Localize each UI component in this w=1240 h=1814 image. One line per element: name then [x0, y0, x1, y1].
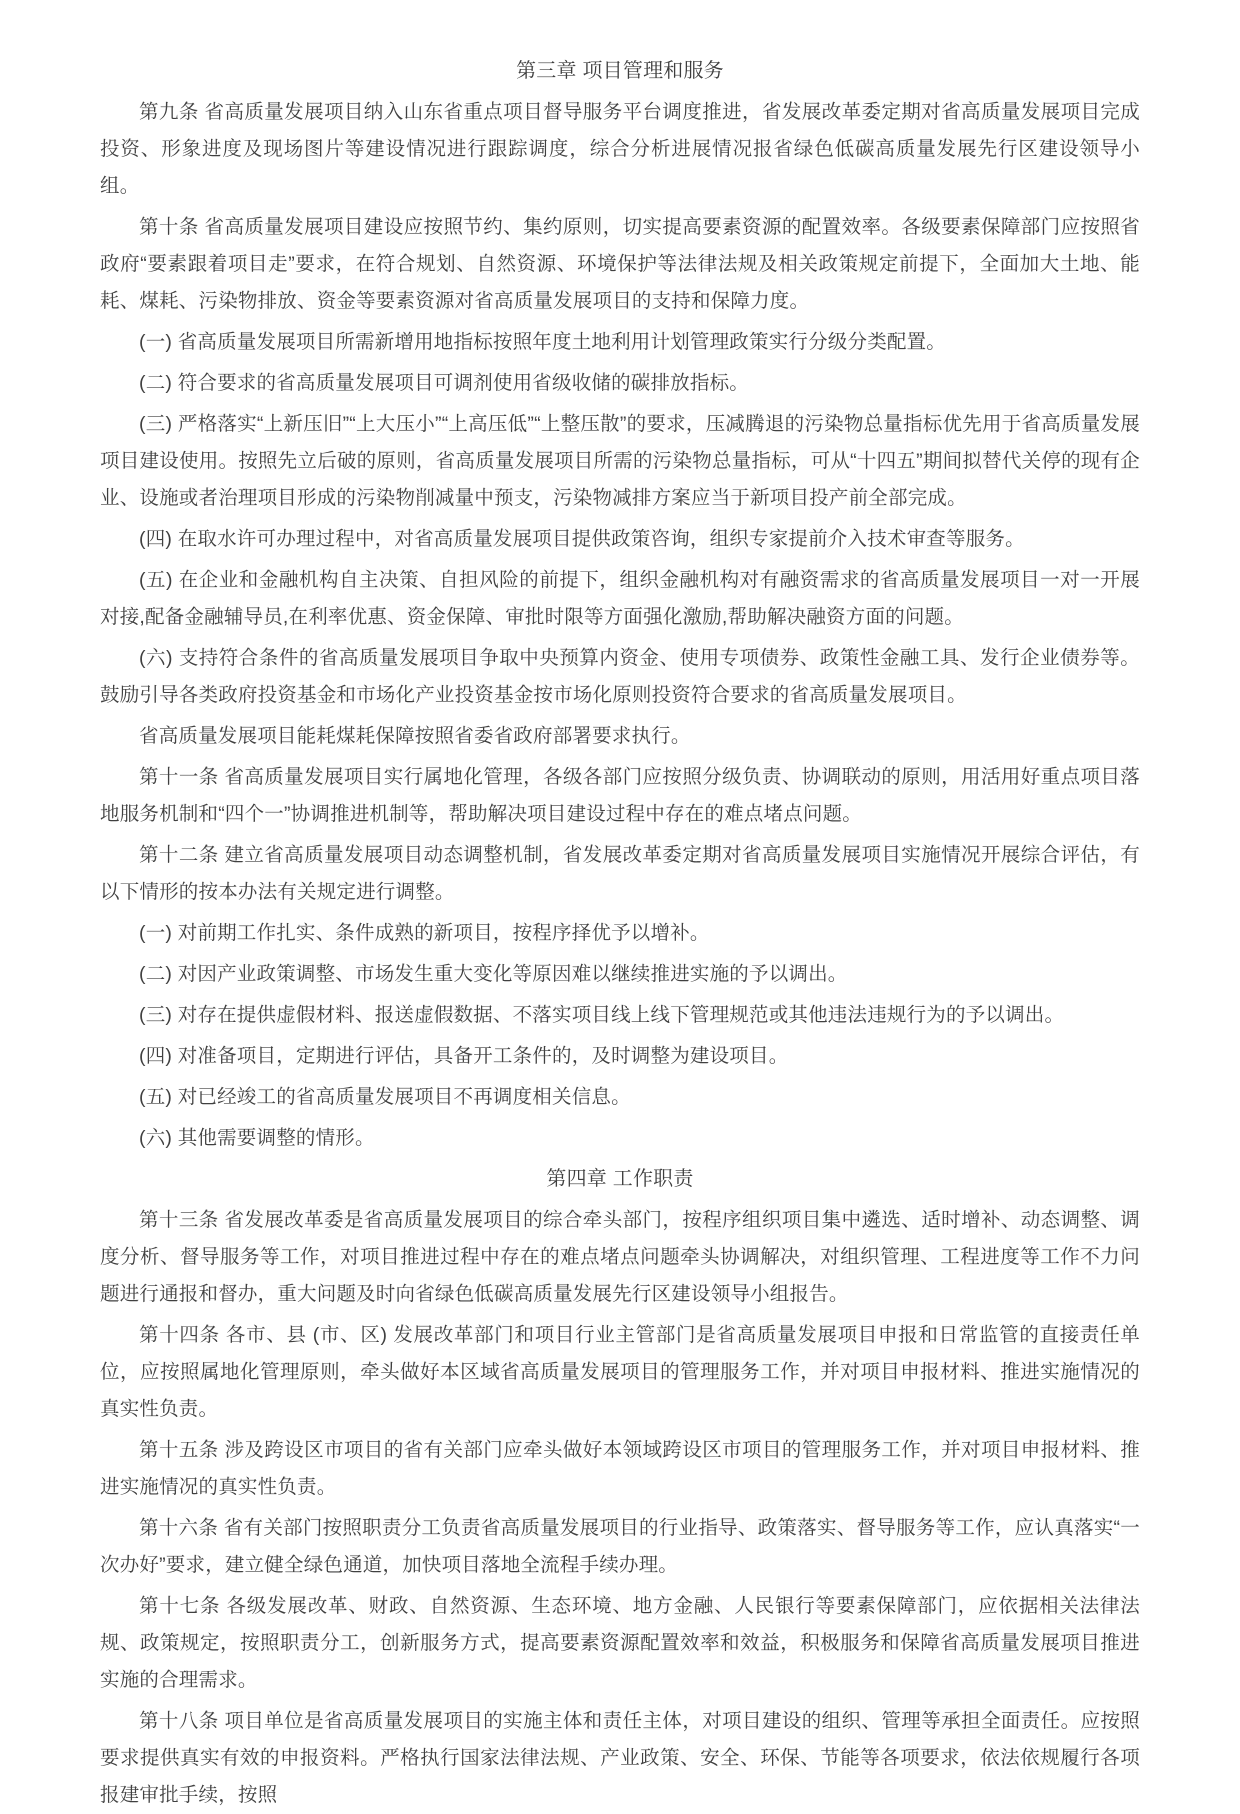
- chapter-heading: 第四章 工作职责: [546, 1168, 694, 1190]
- doc-paragraph: (一) 省高质量发展项目所需新增用地指标按照年度土地利用计划管理政策实行分级分类配置。: [139, 331, 947, 353]
- doc-paragraph: (五) 对已经竣工的省高质量发展项目不再调度相关信息。: [139, 1086, 631, 1108]
- doc-paragraph: (五) 在企业和金融机构自主决策、自担风险的前提下，组织金融机构对有融资需求的省高质量发展项目一对一开展对接,配备金融辅导员,在利率优惠、资金保障、审批时限等方面强化激励,帮助解决融资方面的问题。: [100, 569, 1140, 628]
- doc-paragraph: 第十条 省高质量发展项目建设应按照节约、集约原则，切实提高要素资源的配置效率。各级要素保障部门应按照省政府“要素跟着项目走”要求，在符合规划、自然资源、环境保护等法律法规及相关政策规定前提下，全面加大土地、能耗、煤耗、污染物排放、资金等要素资源对省高质量发展项目的支持和保障力度。: [100, 216, 1140, 312]
- doc-paragraph: (二) 符合要求的省高质量发展项目可调剂使用省级收储的碳排放指标。: [139, 372, 750, 394]
- doc-paragraph: (三) 对存在提供虚假材料、报送虚假数据、不落实项目线上线下管理规范或其他违法违规行为的予以调出。: [139, 1004, 1065, 1026]
- doc-paragraph: 第十六条 省有关部门按照职责分工负责省高质量发展项目的行业指导、政策落实、督导服务等工作，应认真落实“一次办好”要求，建立健全绿色通道，加快项目落地全流程手续办理。: [100, 1517, 1140, 1576]
- doc-paragraph: 第十四条 各市、县 (市、区) 发展改革部门和项目行业主管部门是省高质量发展项目申报和日常监管的直接责任单位，应按照属地化管理原则，牵头做好本区域省高质量发展项目的管理服务工作，并对项目申报材料、推进实施情况的真实性负责。: [100, 1324, 1140, 1420]
- chapter-heading: 第三章 项目管理和服务: [516, 60, 724, 82]
- doc-paragraph: (二) 对因产业政策调整、市场发生重大变化等原因难以继续推进实施的予以调出。: [139, 963, 848, 985]
- doc-paragraph: (三) 严格落实“上新压旧”“上大压小”“上高压低”“上整压散”的要求，压减腾退的污染物总量指标优先用于省高质量发展项目建设使用。按照先立后破的原则，省高质量发展项目所需的污染物总量指标，可从“十四五”期间拟替代关停的现有企业、设施或者治理项目形成的污染物削减量中预支，污染物减排方案应当于新项目投产前全部完成。: [100, 413, 1140, 509]
- doc-paragraph: 第十八条 项目单位是省高质量发展项目的实施主体和责任主体，对项目建设的组织、管理等承担全面责任。应按照要求提供真实有效的申报资料。严格执行国家法律法规、产业政策、安全、环保、节能等各项要求，依法依规履行各项报建审批手续，按照: [100, 1710, 1140, 1806]
- doc-paragraph: (六) 其他需要调整的情形。: [139, 1127, 375, 1149]
- doc-paragraph: 第十一条 省高质量发展项目实行属地化管理，各级各部门应按照分级负责、协调联动的原则，用活用好重点项目落地服务机制和“四个一”协调推进机制等，帮助解决项目建设过程中存在的难点堵点问题。: [100, 766, 1140, 825]
- doc-paragraph: 第十三条 省发展改革委是省高质量发展项目的综合牵头部门，按程序组织项目集中遴选、适时增补、动态调整、调度分析、督导服务等工作，对项目推进过程中存在的难点堵点问题牵头协调解决，对组织管理、工程进度等工作不力问题进行通报和督办，重大问题及时向省绿色低碳高质量发展先行区建设领导小组报告。: [100, 1209, 1140, 1305]
- doc-paragraph: 第十七条 各级发展改革、财政、自然资源、生态环境、地方金融、人民银行等要素保障部门，应依据相关法律法规、政策规定，按照职责分工，创新服务方式，提高要素资源配置效率和效益，积极服务和保障省高质量发展项目推进实施的合理需求。: [100, 1595, 1140, 1691]
- doc-paragraph: (四) 在取水许可办理过程中，对省高质量发展项目提供政策咨询，组织专家提前介入技术审查等服务。: [139, 528, 1025, 550]
- doc-paragraph: (一) 对前期工作扎实、条件成熟的新项目，按程序择优予以增补。: [139, 922, 710, 944]
- doc-paragraph: (四) 对准备项目，定期进行评估，具备开工条件的，及时调整为建设项目。: [139, 1045, 789, 1067]
- doc-paragraph: 第十二条 建立省高质量发展项目动态调整机制，省发展改革委定期对省高质量发展项目实施情况开展综合评估，有以下情形的按本办法有关规定进行调整。: [100, 844, 1140, 903]
- doc-paragraph: 第十五条 涉及跨设区市项目的省有关部门应牵头做好本领域跨设区市项目的管理服务工作，并对项目申报材料、推进实施情况的真实性负责。: [100, 1439, 1140, 1498]
- doc-paragraph: 第九条 省高质量发展项目纳入山东省重点项目督导服务平台调度推进，省发展改革委定期对省高质量发展项目完成投资、形象进度及现场图片等建设情况进行跟踪调度，综合分析进展情况报省绿色低碳高质量发展先行区建设领导小组。: [100, 101, 1140, 197]
- doc-paragraph: (六) 支持符合条件的省高质量发展项目争取中央预算内资金、使用专项债券、政策性金融工具、发行企业债券等。鼓励引导各类政府投资基金和市场化产业投资基金按市场化原则投资符合要求的省高质量发展项目。: [100, 647, 1140, 706]
- document-body: [100, 53, 1140, 1814]
- doc-paragraph: 省高质量发展项目能耗煤耗保障按照省委省政府部署要求执行。: [139, 725, 691, 747]
